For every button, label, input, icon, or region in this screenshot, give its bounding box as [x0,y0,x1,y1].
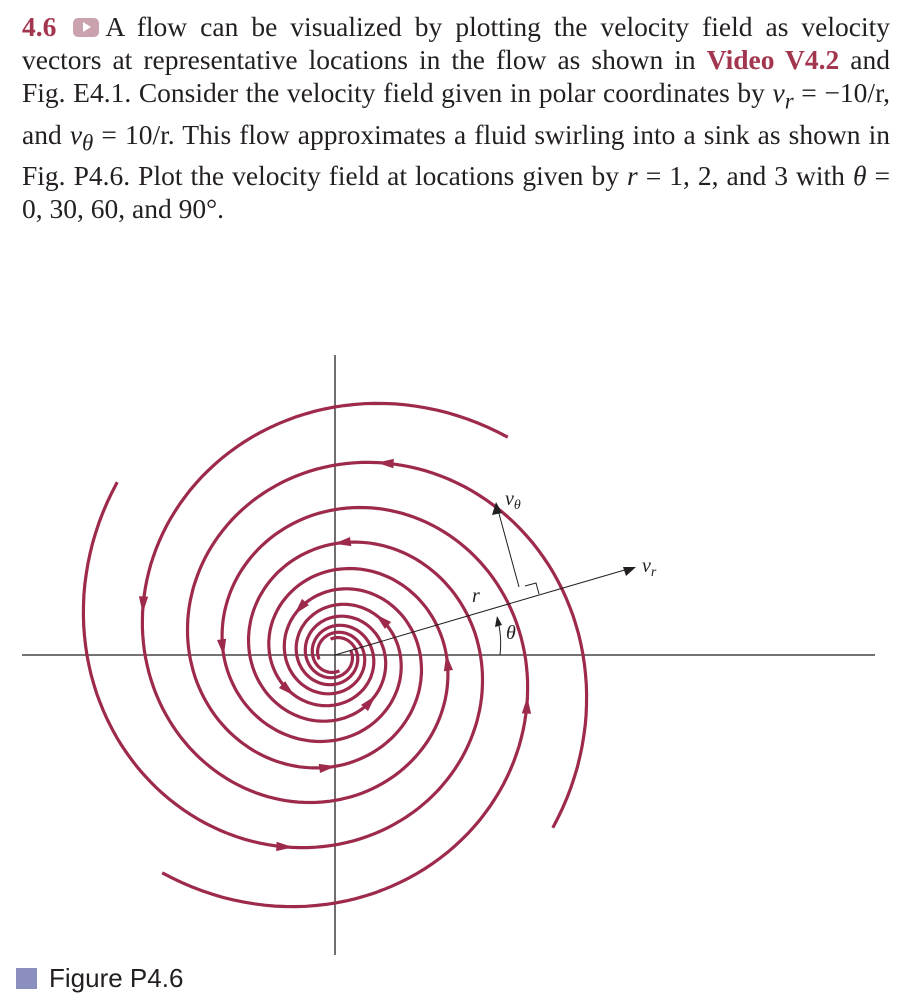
label-r: r [472,585,480,607]
vtheta-symbol: v [69,118,83,150]
r-symbol: r [626,160,638,191]
vtheta-vector-line [498,510,519,587]
label-vtheta: $v_\theta$ [505,488,521,513]
theta-arc [498,621,501,655]
label-vr: $v_r$ [642,555,657,580]
problem-statement [22,10,890,225]
problem-text-1: A flow can be visualized by plotting the velocity field as velocity vectors at representative locations in the flow as shown in [22,11,891,75]
vr-symbol: v [772,77,785,108]
video-play-icon[interactable] [73,18,99,37]
r-values: = 1, 2, and 3 with [637,160,853,191]
vr-arrowhead [623,567,636,576]
vr-subscript: r [784,88,794,114]
figure-caption [16,963,183,994]
problem-number: 4.6 [22,11,57,42]
theta-symbol: θ [852,160,867,191]
problem-text-3: , and [22,77,890,150]
problem-text-2: and Fig. E4.1. Consider the velocity field given in polar coordinates by [22,44,891,108]
theta-values: = 0, 30, 60, and 90°. [22,160,891,224]
problem-text-4: . This flow approximates a fluid swirling into a sink as shown in Fig. P4.6. Plot the velocity field at locations given by [22,118,890,191]
vr-vector-line [522,569,628,600]
vtheta-subscript: θ [82,130,94,155]
right-angle-marker [525,583,539,594]
caption-square-icon [16,968,37,989]
spiral-flow-figure [0,300,901,960]
figure-caption-text: Figure P4.6 [49,963,184,993]
vtheta-expression: = 10/r [93,118,168,150]
label-theta: θ [506,622,516,644]
vr-expression: = −10/r [793,77,884,108]
video-reference-link[interactable]: Video V4.2 [706,44,840,75]
theta-arc-arrowhead [495,616,502,627]
